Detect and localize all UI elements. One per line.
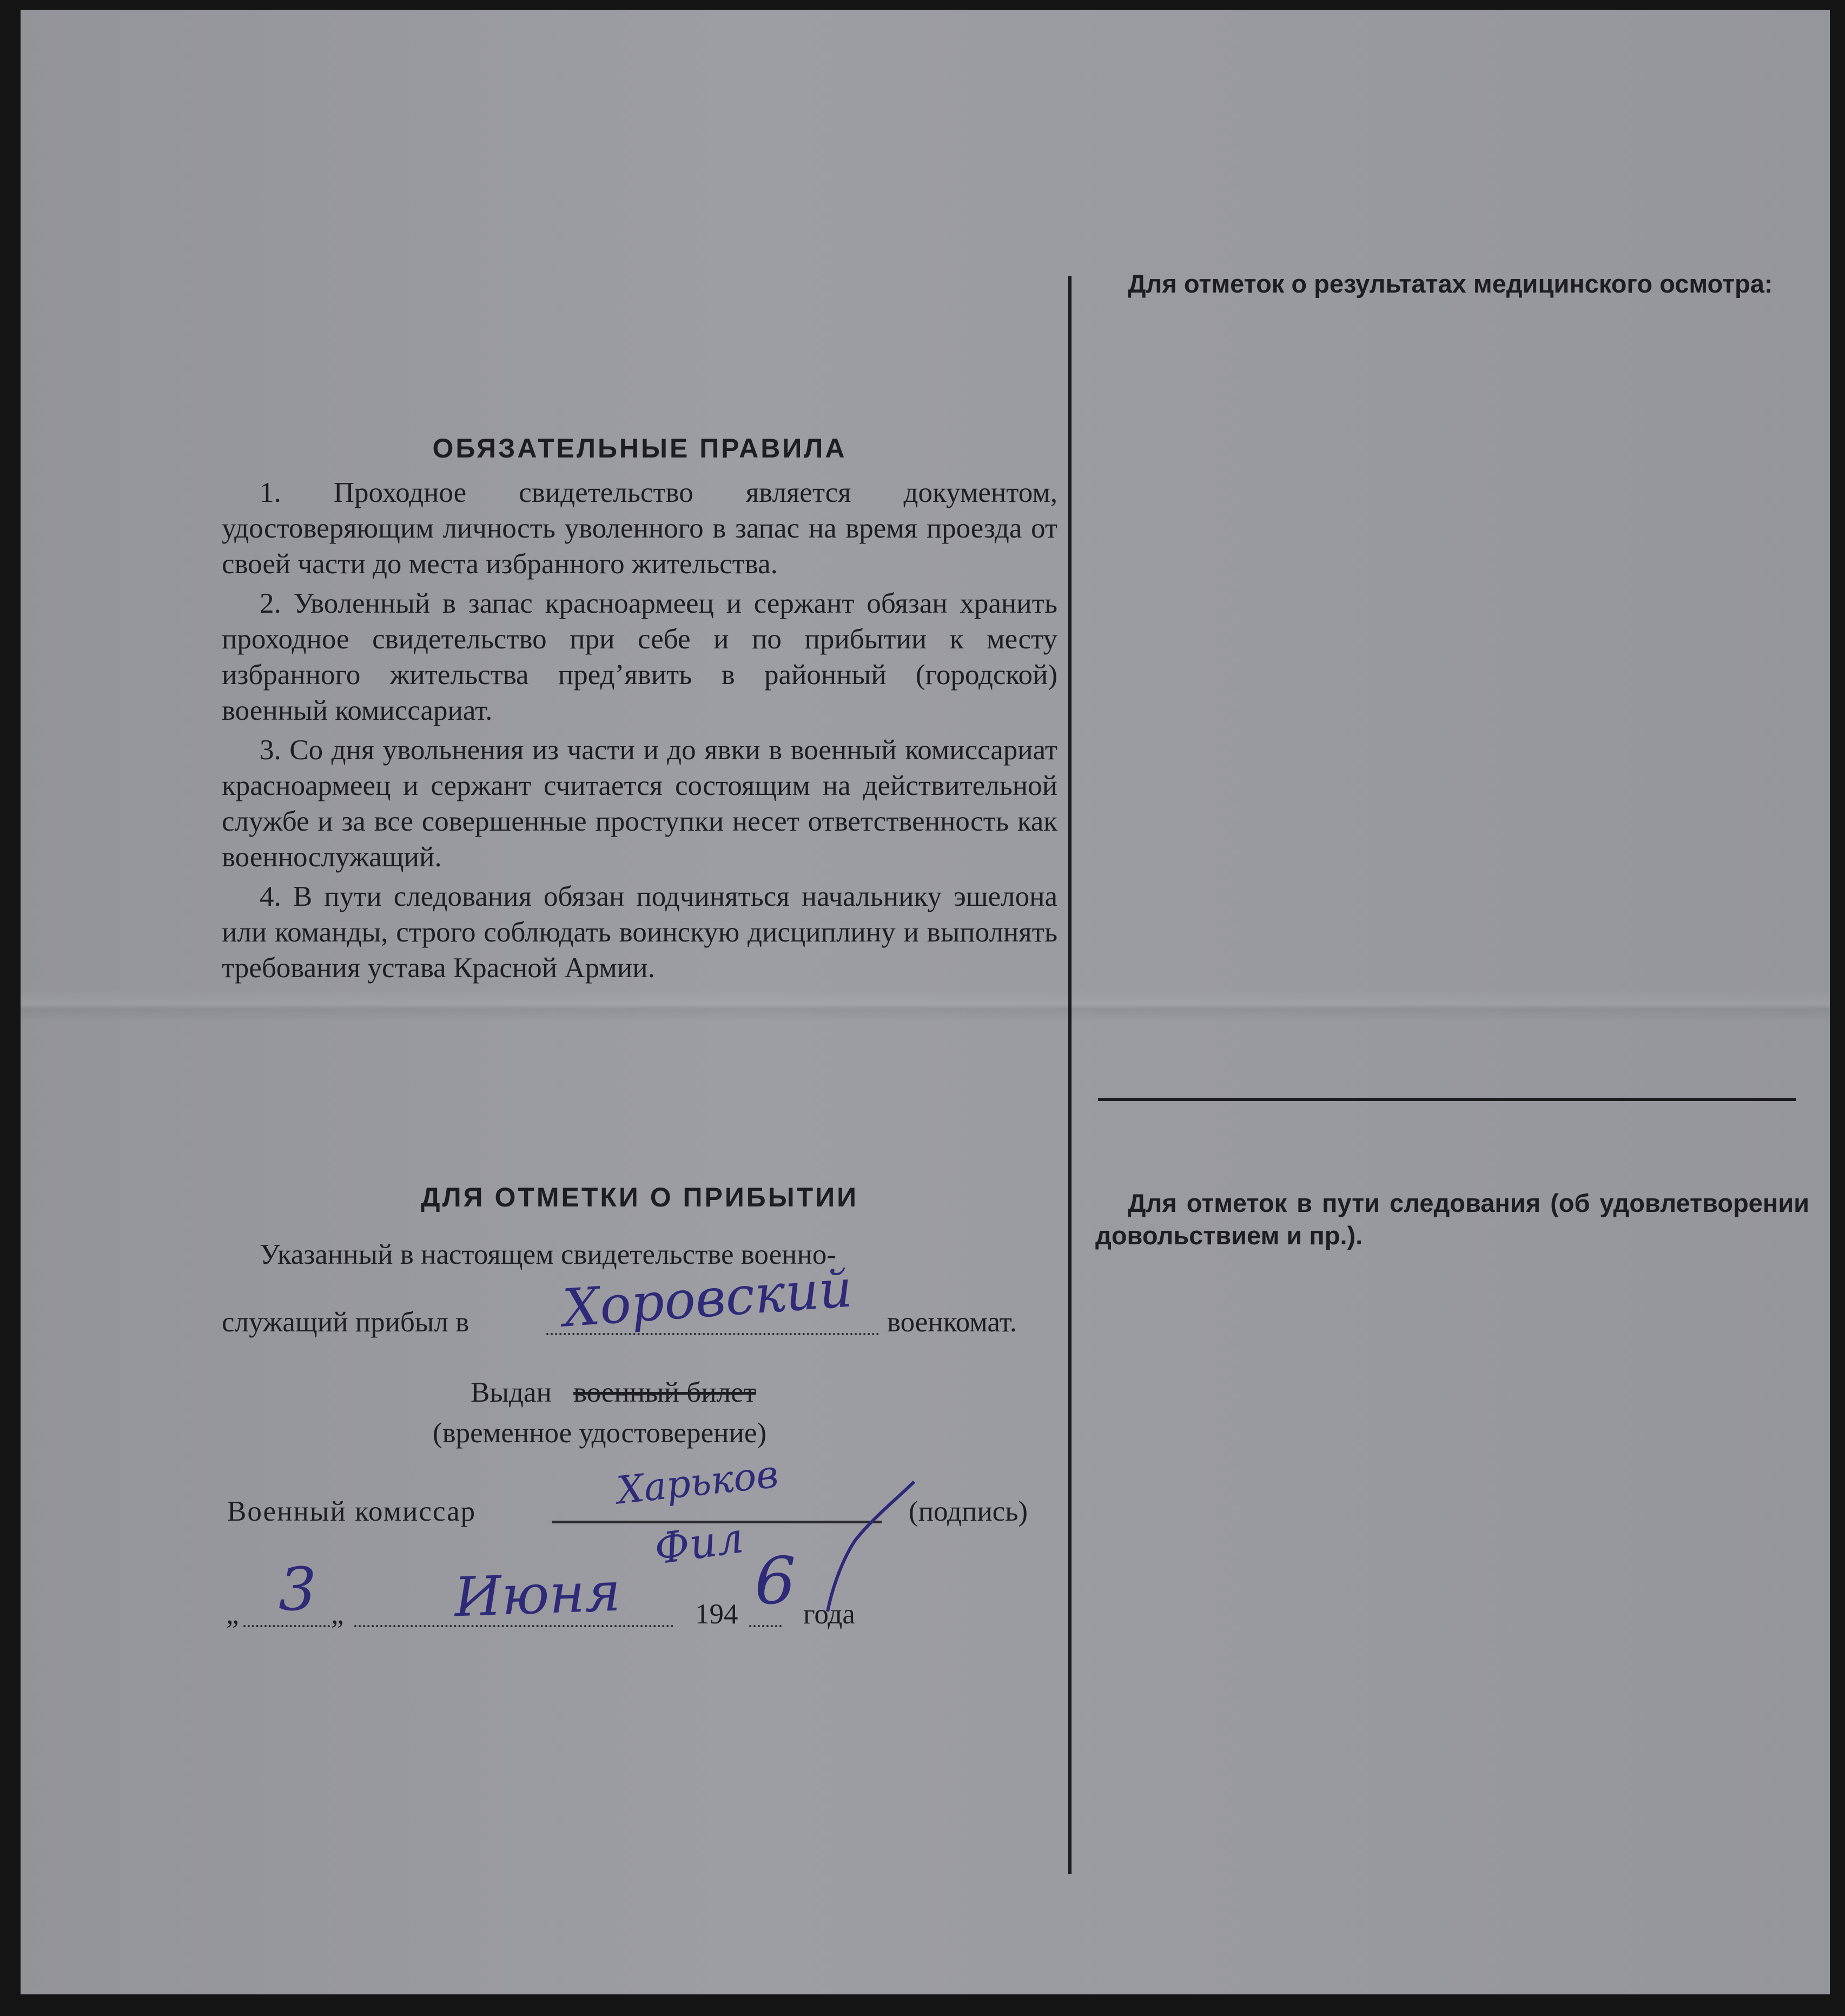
route-notes-label: Для отметок в пути следования (об удовлетворении довольствием и пр.). bbox=[1095, 1189, 1809, 1250]
rule-4: 4. В пути следования обязан подчиняться начальнику эшелона или команды, строго соблюдать воинскую дисциплину и выполнять требования устава Красной Армии. bbox=[222, 881, 1057, 984]
arrival-line-2-prefix: служащий прибыл в bbox=[222, 1307, 469, 1338]
issued-struck-text: военный билет bbox=[573, 1377, 756, 1408]
date-close-quote: „ bbox=[331, 1599, 344, 1630]
handwritten-month: Июня bbox=[453, 1560, 622, 1629]
handwritten-place: Хоровский bbox=[560, 1258, 855, 1339]
year-prefix: 194 bbox=[695, 1599, 738, 1630]
rule-2: 2. Уволенный в запас красноармеец и сержант обязан хранить проходное свидетельство при себе и по прибытии к месту избранного жительства пред’явить в районный (городской) военный комиссариат. bbox=[222, 588, 1057, 726]
signature-label: (подпись) bbox=[909, 1496, 1028, 1527]
handwritten-commissar-name: Харьков bbox=[614, 1451, 781, 1513]
day-field-line bbox=[243, 1625, 330, 1627]
issued-parenthetical: (временное удостоверение) bbox=[433, 1417, 767, 1449]
rules-heading: ОБЯЗАТЕЛЬНЫЕ ПРАВИЛА bbox=[432, 433, 847, 463]
rule-1: 1. Проходное свидетельство является документом, удостоверяющим личность уволенного в запас на время проезда от своей части до места избранного жительства. bbox=[222, 477, 1057, 580]
rules-section bbox=[222, 433, 1057, 990]
arrival-line-1: Указанный в настоящем свидетельстве военно- bbox=[260, 1239, 836, 1270]
right-section-divider bbox=[1098, 1098, 1796, 1101]
date-open-quote: „ bbox=[226, 1599, 239, 1630]
signature-stroke bbox=[822, 1476, 920, 1617]
handwritten-year-digit: 6 bbox=[755, 1544, 796, 1619]
year-suffix: года bbox=[803, 1599, 855, 1630]
rule-3: 3. Со дня увольнения из части и до явки в военный комиссариат красноармеец и сержант считается состоящим на действительной службе и за все совершенные проступки несет ответственность как военнослужащий. bbox=[222, 734, 1057, 873]
medical-notes-label: Для отметок о результатах медицинского осмотра: bbox=[1128, 269, 1773, 298]
arrival-heading: ДЛЯ ОТМЕТКИ О ПРИБЫТИИ bbox=[420, 1182, 859, 1212]
year-field-line bbox=[749, 1625, 782, 1627]
commissar-label: Военный комиссар bbox=[227, 1496, 477, 1527]
paper-fold bbox=[21, 990, 1830, 1022]
handwritten-signature: Фил bbox=[651, 1513, 747, 1575]
arrival-section bbox=[222, 1182, 1057, 1213]
arrival-line-2-suffix: военкомат. bbox=[887, 1307, 1017, 1338]
handwritten-day: 3 bbox=[279, 1555, 316, 1624]
issued-label: Выдан bbox=[471, 1377, 552, 1408]
column-divider bbox=[1068, 276, 1072, 1874]
